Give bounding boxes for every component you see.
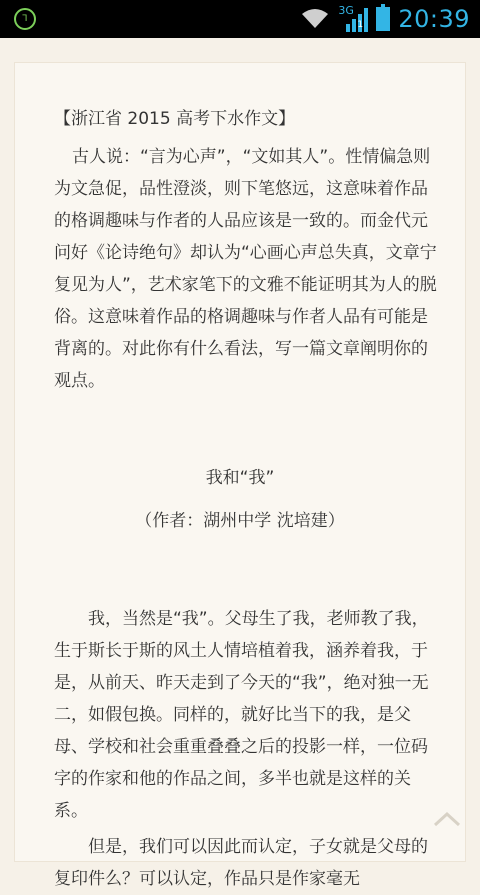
essay-prompt: 古人说：“言为心声”，“文如其人”。性情偏急则为文急促，品性澄淡，则下笔悠远，这意味着作品的格调趣味与作者的人品应该是一致的。而金代元问好《论诗绝句》却认为“心画心声总失真，文章宁复见为人”，艺术家笔下的文雅不能证明其为人的脱俗。这意味着作品的格调趣味与作者人品有可能是背离的。对此你有什么看法，写一篇文章阐明你的观点。 [54, 147, 437, 391]
app-notification-icon: ⅂ [14, 8, 36, 30]
essay-title: 我和“我” [205, 468, 275, 488]
reader-page[interactable] [0, 38, 480, 889]
author-line: （作者：湖州中学 沈培建） [135, 511, 345, 531]
scroll-to-top-icon[interactable] [432, 810, 462, 828]
network-type-label: 3G [338, 4, 354, 17]
clock: 20:39 [398, 5, 470, 33]
wifi-icon [300, 8, 330, 30]
sim-slot-label: 1 [357, 20, 364, 30]
article-heading: 【浙江省 2015 高考下水作文】 [54, 109, 296, 129]
signal-icon [338, 6, 368, 32]
essay-paragraph: 我，当然是“我”。父母生了我，老师教了我，生于斯长于斯的风土人情培植着我，涵养着我，于是，从前天、昨天走到了今天的“我”，绝对独一无二，如假包换。同样的，就好比当下的我，是父母、学校和社会重重叠叠之后的投影一样，一位码字的作家和他的作品之间，多半也就是这样的关系。 [54, 609, 429, 821]
status-bar [0, 0, 480, 38]
battery-icon [376, 7, 390, 31]
status-icons [300, 0, 470, 38]
essay-paragraph: 但是，我们可以因此而认定，子女就是父母的复印件么？可以认定，作品只是作家毫无 [54, 837, 428, 889]
